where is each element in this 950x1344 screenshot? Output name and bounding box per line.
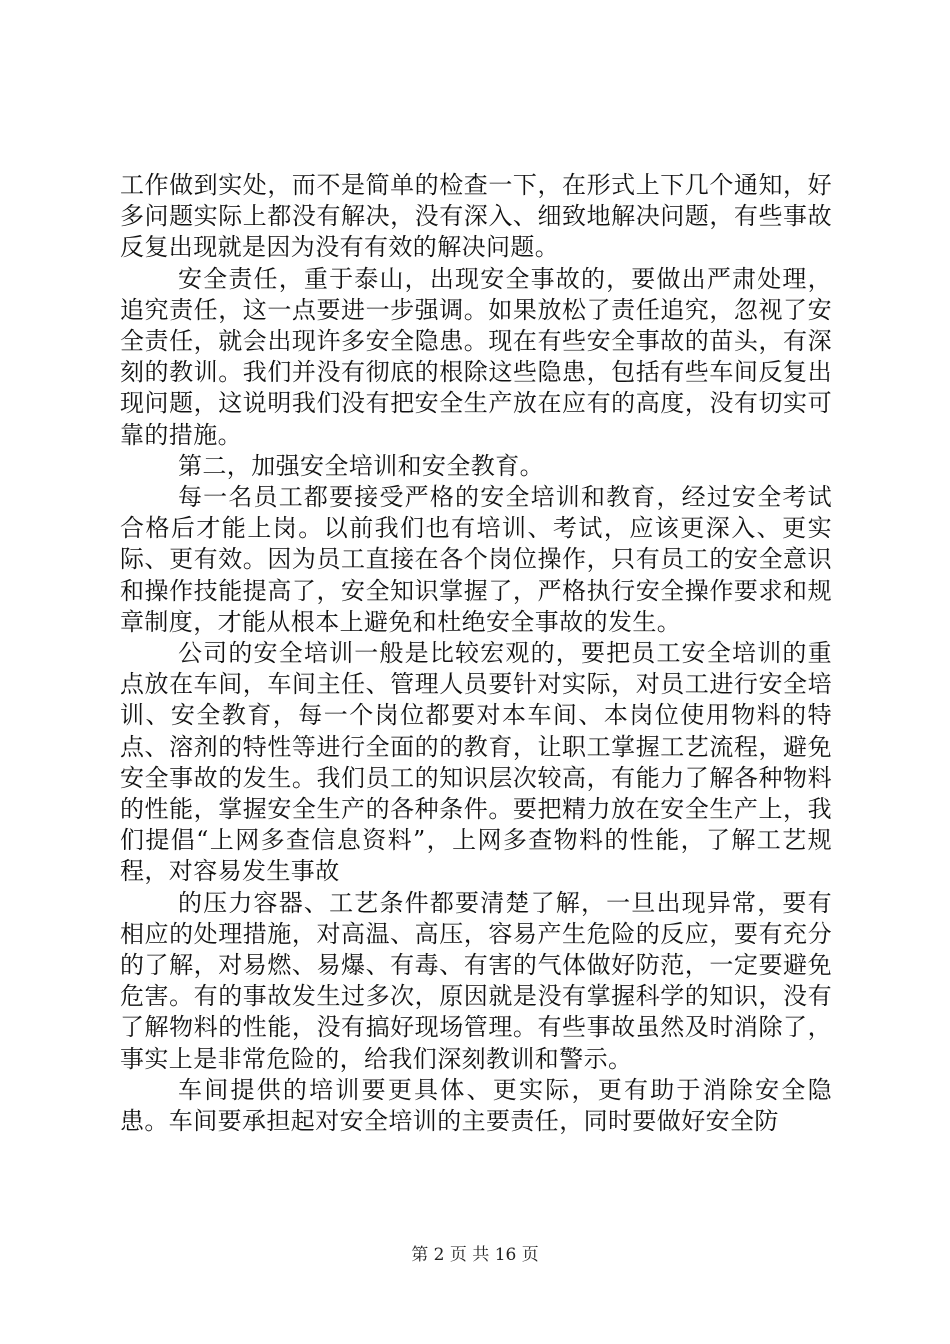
- paragraph-company-training: 公司的安全培训一般是比较宏观的，要把员工安全培训的重点放在车间，车间主任、管理人员要针对实际，对员工进行安全培训、安全教育，每一个岗位都要对本车间、本岗位使用物料的特点、溶剂的特性等进行全面的的教育，让职工掌握工艺流程，避免安全事故的发生。我们员工的知识层次较高，有能力了解各种物料的性能，掌握安全生产的各种条件。要把精力放在安全生产上，我们提倡“上网多查信息资料”，上网多查物料的性能，了解工艺规程，对容易发生事故: [120, 639, 832, 886]
- paragraph-pressure-vessels: 的压力容器、工艺条件都要清楚了解，一旦出现异常，要有相应的处理措施，对高温、高压，容易产生危险的反应，要有充分的了解，对易燃、易爆、有毒、有害的气体做好防范，一定要避免危害。有的事故发生过多次，原因就是没有掌握科学的知识，没有了解物料的性能，没有搞好现场管理。有些事故虽然及时消除了，事实上是非常危险的，给我们深刻教训和警示。: [120, 888, 832, 1073]
- paragraph-employee-training: 每一名员工都要接受严格的安全培训和教育，经过安全考试合格后才能上岗。以前我们也有培训、考试，应该更深入、更实际、更有效。因为员工直接在各个岗位操作，只有员工的安全意识和操作技能提高了，安全知识掌握了，严格执行安全操作要求和规章制度，才能从根本上避免和杜绝安全事故的发生。: [120, 483, 832, 636]
- paragraph-safety-responsibility: 安全责任，重于泰山，出现安全事故的，要做出严肃处理，追究责任，这一点要进一步强调。如果放松了责任追究，忽视了安全责任，就会出现许多安全隐患。现在有些安全事故的苗头，有深刻的教训。我们并没有彻底的根除这些隐患，包括有些车间反复出现问题，这说明我们没有把安全生产放在应有的高度，没有切实可靠的措施。: [120, 264, 832, 449]
- page-number-footer: 第 2 页 共 16 页: [411, 1245, 539, 1265]
- paragraph-continuation: 工作做到实处，而不是简单的检查一下，在形式上下几个通知，好多问题实际上都没有解决，没有深入、细致地解决问题，有些事故反复出现就是因为没有有效的解决问题。: [120, 171, 832, 262]
- document-body: [120, 170, 832, 1137]
- paragraph-workshop-training: 车间提供的培训要更具体、更实际，更有助于消除安全隐患。车间要承担起对安全培训的主要责任，同时要做好安全防: [120, 1075, 832, 1136]
- section-heading-training: 第二，加强安全培训和安全教育。: [178, 451, 544, 480]
